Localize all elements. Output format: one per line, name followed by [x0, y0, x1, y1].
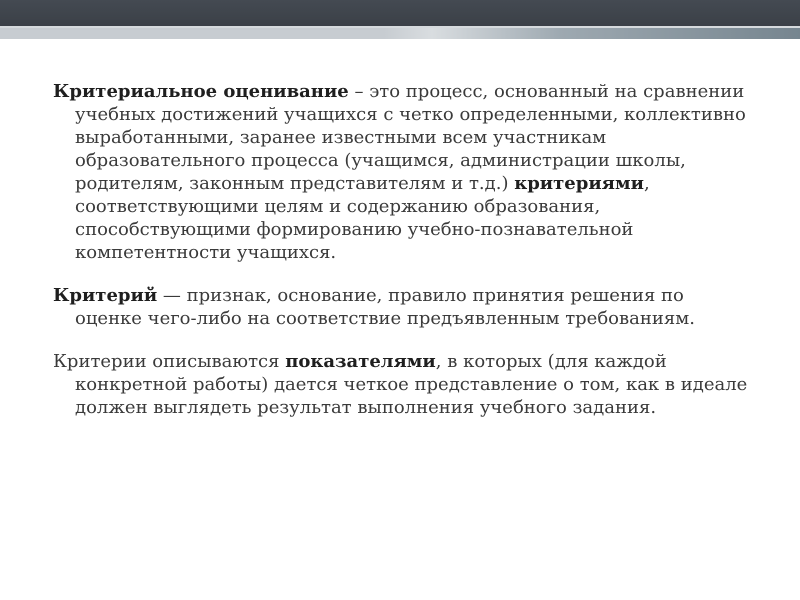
- paragraph-text: , в которых (для каждой конкретной работы) дается четкое представление о том, как в идеале должен выглядеть результат выполнения учебного задания.: [75, 351, 748, 418]
- term-criterion: Критерий: [53, 285, 158, 306]
- paragraph-text: Критерии описываются: [53, 351, 286, 372]
- bold-word-indicators: показателями: [285, 351, 436, 372]
- paragraph-indicators: [53, 350, 753, 419]
- header-band: [0, 0, 800, 26]
- paragraph-text: , соответствующими целям и содержанию образования, способствующими формированию учебно-познавательной компетентности учащихся.: [75, 173, 650, 263]
- bold-word-criteria: критериями: [514, 173, 644, 194]
- paragraph-text: – это процесс, основанный на сравнении учебных достижений учащихся с четко определенными, коллективно выработанными, заранее известными всем участникам образовательного процесса (учащимся, администрации школы, родителям, законным представителям и т.д.): [75, 81, 746, 194]
- slide-content: [53, 80, 753, 439]
- paragraph-criterion-definition: [53, 284, 753, 330]
- term-criterial-assessment: Критериальное оценивание: [53, 81, 349, 102]
- paragraph-criterial-assessment: [53, 80, 753, 264]
- accent-bar: [0, 28, 800, 39]
- paragraph-text: — признак, основание, правило принятия решения по оценке чего-либо на соответствие предъявленным требованиям.: [75, 285, 695, 329]
